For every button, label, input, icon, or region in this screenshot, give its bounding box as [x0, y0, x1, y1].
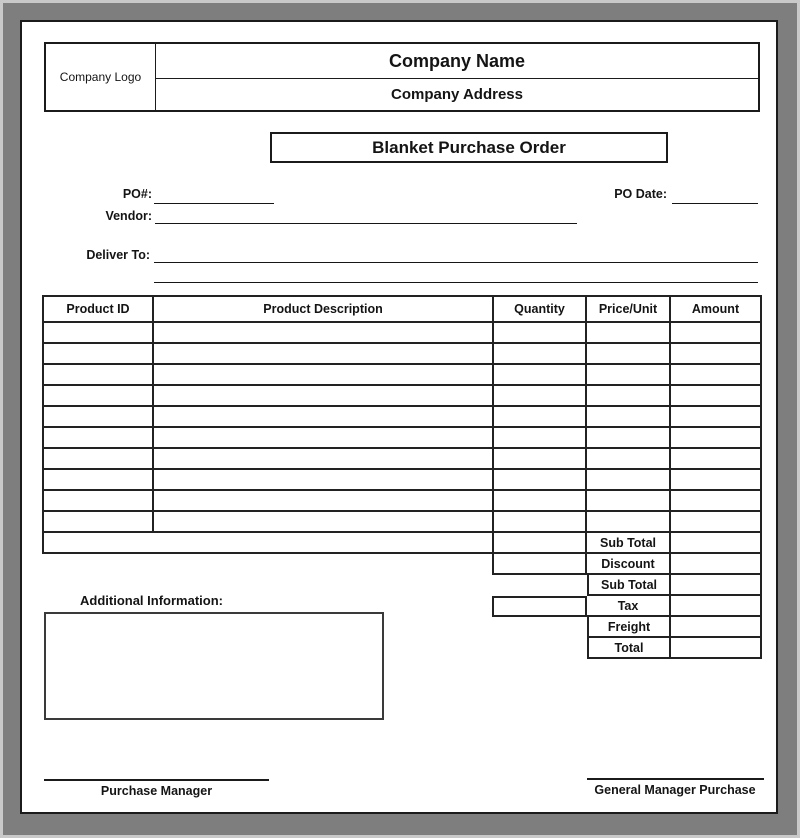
item-cell-quantity[interactable] [494, 407, 587, 428]
item-row [42, 344, 762, 365]
item-cell-amount[interactable] [671, 407, 762, 428]
item-cell-quantity[interactable] [494, 365, 587, 386]
item-cell-product-description[interactable] [154, 428, 494, 449]
item-cell-price-unit[interactable] [587, 512, 671, 533]
col-header-price-unit: Price/Unit [587, 295, 671, 323]
totals-value-subtotal-1[interactable] [671, 533, 762, 554]
item-cell-price-unit[interactable] [587, 470, 671, 491]
col-header-amount: Amount [671, 295, 762, 323]
item-cell-price-unit[interactable] [587, 323, 671, 344]
form-title: Blanket Purchase Order [372, 137, 566, 157]
item-cell-amount[interactable] [671, 386, 762, 407]
company-header-box [44, 42, 760, 112]
item-cell-product-description[interactable] [154, 512, 494, 533]
item-cell-product-description[interactable] [154, 344, 494, 365]
item-cell-quantity[interactable] [494, 512, 587, 533]
item-cell-quantity[interactable] [494, 428, 587, 449]
totals-row-subtotal-1 [42, 533, 762, 554]
item-cell-product-id[interactable] [42, 428, 154, 449]
deliver-to-field-line2[interactable] [154, 282, 758, 283]
form-title-box [270, 132, 668, 163]
item-cell-product-description[interactable] [154, 470, 494, 491]
item-cell-amount[interactable] [671, 344, 762, 365]
purchase-manager-signature-line[interactable] [44, 779, 269, 781]
item-cell-amount[interactable] [671, 323, 762, 344]
item-cell-amount[interactable] [671, 470, 762, 491]
item-cell-product-id[interactable] [42, 512, 154, 533]
item-cell-product-id[interactable] [42, 470, 154, 491]
totals-label-freight: Freight [587, 617, 671, 638]
additional-info-label: Additional Information: [80, 593, 223, 608]
item-cell-product-id[interactable] [42, 386, 154, 407]
totals-value-total[interactable] [671, 638, 762, 659]
totals-value-tax[interactable] [671, 596, 762, 617]
po-date-field[interactable] [672, 203, 758, 204]
deliver-to-field-line1[interactable] [154, 262, 758, 263]
totals-value-subtotal-2[interactable] [671, 575, 762, 596]
item-row [42, 428, 762, 449]
item-row [42, 323, 762, 344]
item-cell-quantity[interactable] [494, 323, 587, 344]
po-date-label: PO Date: [614, 187, 667, 201]
item-row [42, 365, 762, 386]
company-name: Company Name [156, 44, 758, 79]
item-row [42, 407, 762, 428]
company-header-right [156, 44, 758, 110]
item-cell-price-unit[interactable] [587, 428, 671, 449]
item-cell-quantity[interactable] [494, 491, 587, 512]
item-cell-amount[interactable] [671, 365, 762, 386]
item-cell-quantity[interactable] [494, 386, 587, 407]
totals-label-total: Total [587, 638, 671, 659]
col-header-product-id: Product ID [42, 295, 154, 323]
item-cell-product-description[interactable] [154, 449, 494, 470]
item-cell-price-unit[interactable] [587, 344, 671, 365]
item-cell-product-id[interactable] [42, 344, 154, 365]
item-cell-price-unit[interactable] [587, 407, 671, 428]
items-table-header [42, 295, 762, 323]
item-cell-product-description[interactable] [154, 491, 494, 512]
totals-row-discount [42, 554, 762, 575]
item-row [42, 512, 762, 533]
item-cell-price-unit[interactable] [587, 491, 671, 512]
item-cell-quantity[interactable] [494, 449, 587, 470]
item-cell-amount[interactable] [671, 428, 762, 449]
additional-info-box[interactable] [44, 612, 384, 720]
totals-label-tax: Tax [587, 596, 671, 617]
item-cell-product-description[interactable] [154, 386, 494, 407]
item-cell-product-id[interactable] [42, 449, 154, 470]
item-cell-product-description[interactable] [154, 323, 494, 344]
item-cell-product-description[interactable] [154, 365, 494, 386]
item-cell-product-id[interactable] [42, 323, 154, 344]
totals-label-discount: Discount [587, 554, 671, 575]
item-row [42, 491, 762, 512]
totals-label-subtotal-1: Sub Total [587, 533, 671, 554]
company-address: Company Address [391, 86, 523, 103]
totals-value-freight[interactable] [671, 617, 762, 638]
item-row [42, 386, 762, 407]
item-cell-amount[interactable] [671, 491, 762, 512]
general-manager-label: General Manager Purchase [594, 783, 756, 797]
item-cell-product-id[interactable] [42, 407, 154, 428]
totals-qty-cell [492, 596, 587, 617]
item-cell-product-id[interactable] [42, 365, 154, 386]
item-cell-price-unit[interactable] [587, 449, 671, 470]
company-logo-label: Company Logo [59, 70, 142, 84]
item-cell-quantity[interactable] [494, 470, 587, 491]
purchase-manager-label: Purchase Manager [100, 784, 213, 798]
col-header-quantity: Quantity [494, 295, 587, 323]
item-cell-price-unit[interactable] [587, 365, 671, 386]
totals-value-discount[interactable] [671, 554, 762, 575]
totals-qty-cell [494, 533, 587, 554]
purchase-order-page [20, 20, 778, 814]
general-manager-signature-line[interactable] [587, 778, 764, 780]
vendor-label: Vendor: [105, 209, 152, 223]
item-cell-product-id[interactable] [42, 491, 154, 512]
totals-label-subtotal-2: Sub Total [587, 575, 671, 596]
deliver-to-label: Deliver To: [86, 248, 150, 262]
item-cell-amount[interactable] [671, 449, 762, 470]
totals-qty-cell [492, 554, 587, 575]
item-row [42, 449, 762, 470]
item-cell-quantity[interactable] [494, 344, 587, 365]
item-row [42, 470, 762, 491]
item-cell-product-description[interactable] [154, 407, 494, 428]
item-cell-amount[interactable] [671, 512, 762, 533]
po-number-field[interactable] [154, 203, 274, 204]
totals-merged-cell [42, 533, 494, 554]
item-cell-price-unit[interactable] [587, 386, 671, 407]
company-logo-cell [46, 44, 156, 110]
po-number-label: PO#: [122, 187, 152, 201]
col-header-product-description: Product Description [154, 295, 494, 323]
vendor-field[interactable] [155, 223, 577, 224]
